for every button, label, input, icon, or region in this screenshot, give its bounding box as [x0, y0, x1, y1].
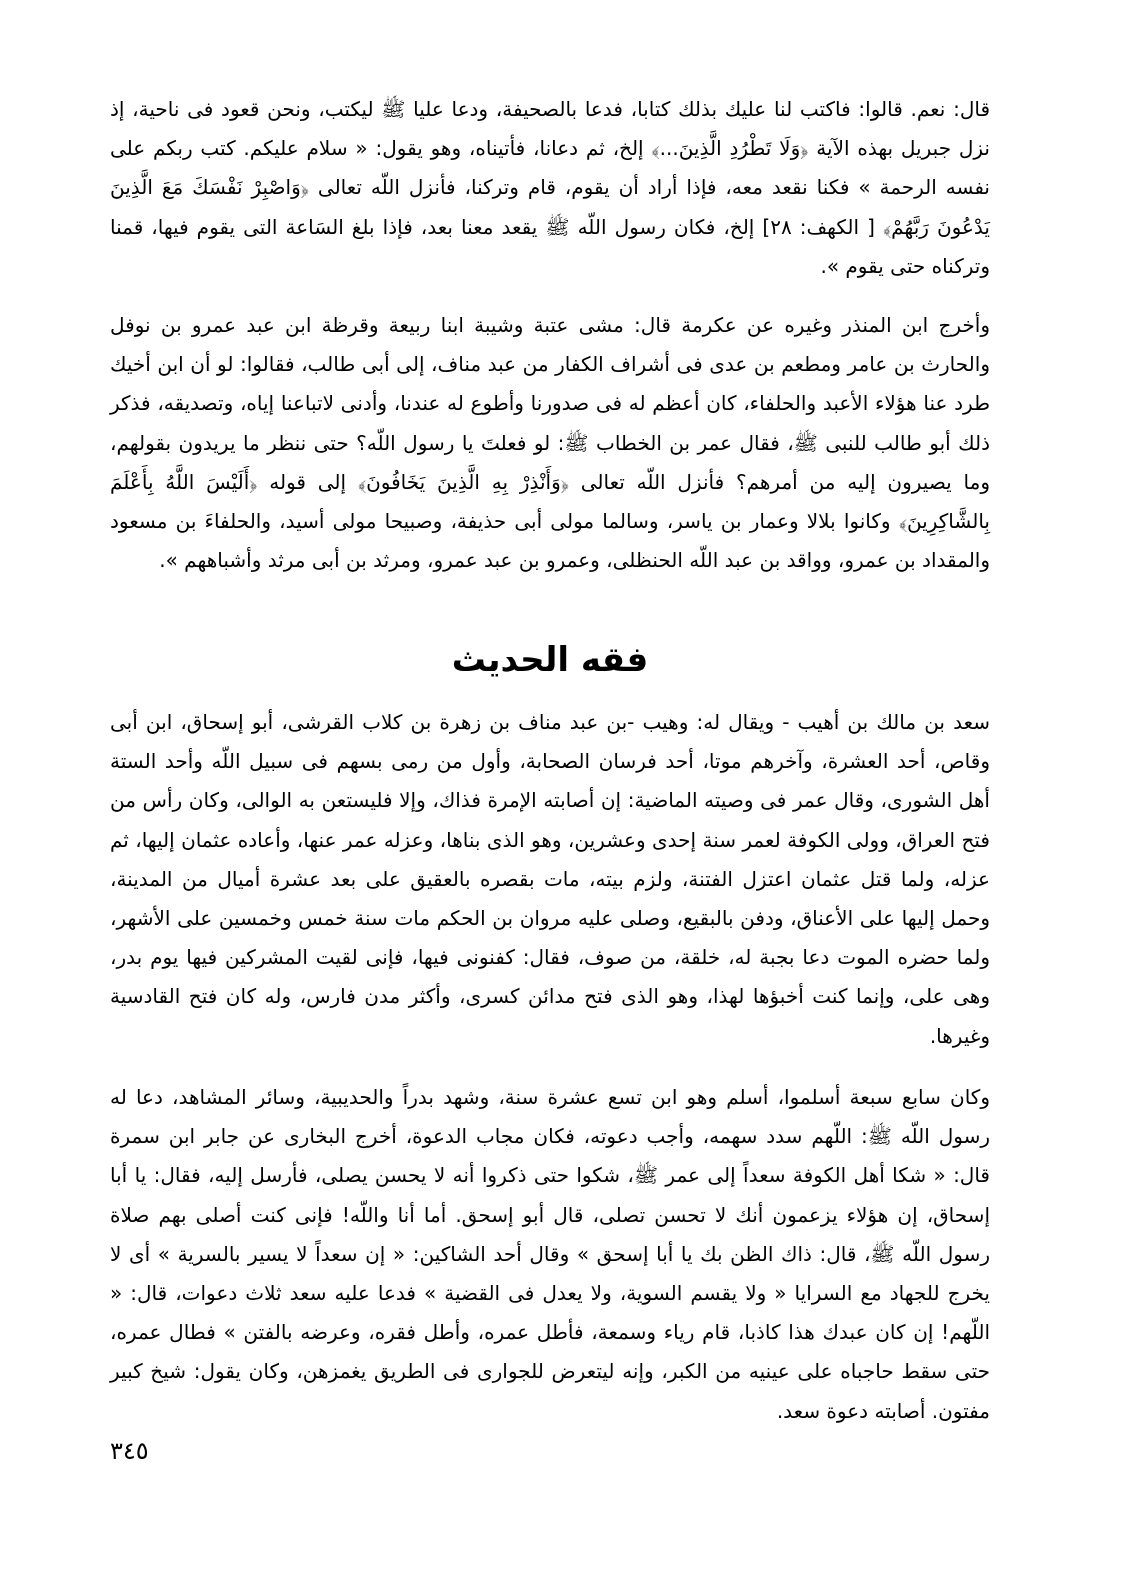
page-number: ٣٤٥: [110, 1437, 149, 1465]
paragraph-hadith-narration: قال: نعم. قالوا: فاكتب لنا عليك بذلك كتابا، فدعا بالصحيفة، ودعا عليا ﷺ ليكتب، ونحن قعود فى ناحية، إذ نزل جبريل بهذه الآية ﴿وَلَا تَطْرُدِ الَّذِينَ...﴾ إلخ، ثم دعانا، فأتيناه، وهو يقول: « سلام عليكم. كتب ربكم على نفسه الرحمة » فكنا نقعد معه، فإذا أراد أن يقوم، قام وتركنا، فأنزل اللّه تعالى ﴿وَاصْبِرْ نَفْسَكَ مَعَ الَّذِينَ يَدْعُونَ رَبَّهُمْ﴾ [ الكهف: ٢٨] إلخ، فكان رسول اللّه ﷺ يقعد معنا بعد، فإذا بلغ السَاعة التى يقوم فيها، قمنا وتركناه حتى يقوم ».: [110, 97, 990, 278]
paragraph-sad-supplication: وكان سابع سبعة أسلموا، أسلم وهو ابن تسع عشرة سنة، وشهد بدراً والحديبية، وسائر المشاهد، دعا له رسول اللّه ﷺ: اللّهم سدد سهمه، وأجب دعوته، فكان مجاب الدعوة، أخرج البخارى عن جابر ابن سمرة قال: « شكا أهل الكوفة سعداً إلى عمر ﷺ، شكوا حتى ذكروا أنه لا يحسن يصلى، فأرسل إليه، فقال: يا أبا إسحاق، إن هؤلاء يزعمون أنك لا تحسن تصلى، قال أبو إسحق. أما أنا واللّه! فإنى كنت أصلى بهم صلاة رسول اللّه ﷺ، قال: ذاك الظن بك يا أبا إسحق » وقال أحد الشاكين: « إن سعداً لا يسير بالسرية » أى لا يخرج للجهاد مع السرايا « ولا يقسم السوية، ولا يعدل فى القضية » فدعا عليه سعد ثلاث دعوات، قال: « اللّهم! إن كان عبدك هذا كاذبا، قام رياء وسمعة، فأطل عمره، وأطل فقره، وعرضه بالفتن » فطال عمره، حتى سقط حاجباه على عينيه من الكبر، وإنه ليتعرض للجوارى فى الطريق يغمزهن، وكان يقول: شيخ كبير مفتون. أصابته دعوة سعد.: [110, 1085, 990, 1423]
paragraph-ibn-al-mundhir-report: وأخرج ابن المنذر وغيره عن عكرمة قال: مشى عتبة وشيبة ابنا ربيعة وقرظة ابن عبد عمرو بن نوفل والحارث بن عامر ومطعم بن عدى فى أشراف الكفار من عبد مناف، إلى أبى طالب، فقالوا: لو أن ابن أخيك طرد عنا هؤلاء الأعبد والحلفاء، كان أعظم له فى صدورنا وأطوع له عندنا، وأدنى لاتباعنا إياه، وتصديقه، فذكر ذلك أبو طالب للنبى ﷺ، فقال عمر بن الخطاب ﷺ: لو فعلتَ يا رسول اللّه؟ حتى ننظر ما يريدون بقولهم، وما يصيرون إليه من أمرهم؟ فأنزل اللّه تعالى ﴿وَأَنْذِرْ بِهِ الَّذِينَ يَخَافُونَ﴾ إلى قوله ﴿أَلَيْسَ اللَّهُ بِأَعْلَمَ بِالشَّاكِرِينَ﴾ وكانوا بلالا وعمار بن ياسر، وسالما مولى أبى حذيفة، وصبيحا مولى أسيد، والحلفاءَ بن مسعود والمقداد بن عمرو، وواقد بن عبد اللّه الحنظلى، وعمرو بن عبد عمرو، ومرثد بن أبى مرثد وأشباههم ».: [110, 313, 990, 573]
section-heading: فقه الحديث: [451, 640, 649, 680]
paragraph-sad-biography: سعد بن مالك بن أهيب - ويقال له: وهيب -بن عبد مناف بن زهرة بن كلاب القرشى، أبو إسحاق، ابن أبى وقاص، أحد العشرة، وآخرهم موتا، أحد فرسان الصحابة، وأول من رمى بسهم فى سبيل اللّه وأحد الستة أهل الشورى، وقال عمر فى وصيته الماضية: إن أصابته الإمرة فذاك، وإلا فليستعن به الوالى، وكان رأس من فتح العراق، وولى الكوفة لعمر سنة إحدى وعشرين، وهو الذى بناها، وعزله عمر عنها، وأعاده عثمان إليها، ثم عزله، ولما قتل عثمان اعتزل الفتنة، ولزم بيته، مات بقصره بالعقيق على بعد عشرة أميال من المدينة، وحمل إليها على الأعناق، ودفن بالبقيع، وصلى عليه مروان بن الحكم مات سنة خمس وخمسين على الأشهر، ولما حضره الموت دعا بجبة له، خلقة، من صوف، فقال: كفنونى فيها، فإنى لقيت المشركين فيها يوم بدر، وهى على، وإنما كنت أخبؤها لهذا، وهو الذى فتح مدائن كسرى، وأكثر مدن فارس، وله كان فتح القادسية وغيرها.: [110, 710, 990, 1048]
